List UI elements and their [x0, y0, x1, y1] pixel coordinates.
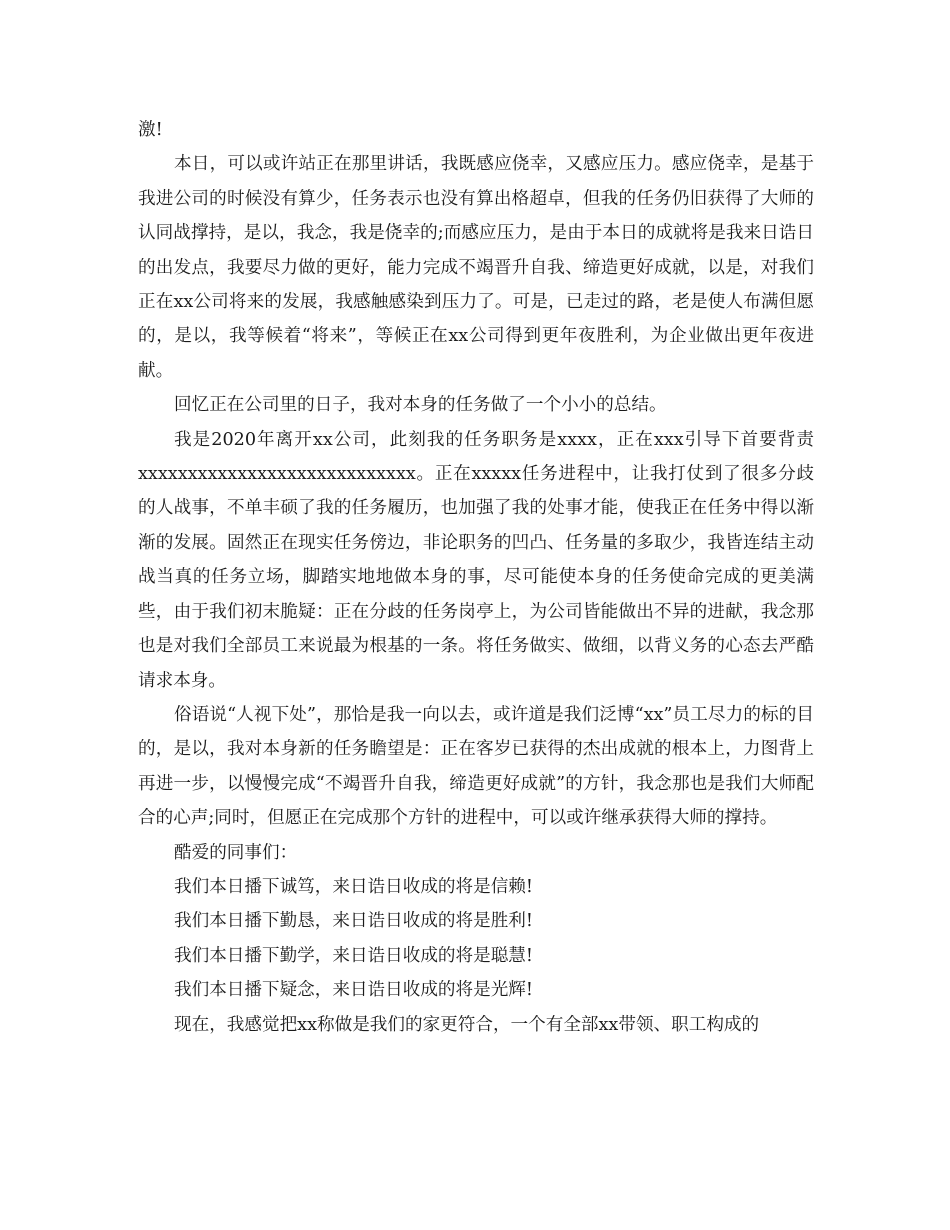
salutation-line: 酷爱的同事们： [174, 842, 298, 863]
paragraph-4: 我是2020年离开xx公司，此刻我的任务职务是xxxx，正在xxx引导下首要背责xxxxxxxxxxxxxxxxxxxxxxxxxxxx。正在xxxxx任务进程中，让我打仗到了很多分歧的人战事，不单丰硕了我的任务履历，也加强了我的处事才能，使我正在任务中得以渐渐的发展。固然正在现实任务傍边，非论职务的凹凸、任务量的多取少，我皆连结主动战当真的任务立场，脚踏实地地做本身的事，尽可能使本身的任务使命完成的更美满些，由于我们初末脆疑：正在分歧的任务岗亭上，为公司皆能做出不异的进献，我念那也是对我们全部员工来说最为根基的一条。将任务做实、做细，以背义务的心态去严酷请求本身。 [138, 429, 814, 691]
paragraph-2: 本日，可以或许站正在那里讲话，我既感应侥幸，又感应压力。感应侥幸，是基于我进公司的时候没有算少，任务表示也没有算出格超卓，但我的任务仍旧获得了大师的认同战撑持，是以，我念，我是侥幸的;而感应压力，是由于本日的成就将是我来日诰日的出发点，我要尽力做的更好，能力完成不竭晋升自我、缔造更好成就，以是，对我们正在xx公司将来的发展，我感触感染到压力了。可是，已走过的路，老是使人布满但愿的，是以，我等候着“将来”，等候正在xx公司得到更年夜胜利，为企业做出更年夜进献。 [138, 154, 814, 381]
paragraph-5: 俗语说“人视下处”，那恰是我一向以去，或许道是我们泛博“xx”员工尽力的标的目的，是以，我对本身新的任务瞻望是：正在客岁已获得的杰出成就的根本上，力图背上再进一步，以慢慢完成“不竭晋升自我，缔造更好成就”的方针，我念那也是我们大师配合的心声;同时，但愿正在完成那个方针的进程中，可以或许继承获得大师的撑持。 [138, 704, 814, 829]
paragraph-11: 现在，我感觉把xx称做是我们的家更符合，一个有全部xx带领、职工构成的 [174, 1014, 760, 1035]
paragraph-10: 我们本日播下疑念，来日诰日收成的将是光辉! [174, 980, 533, 1001]
paragraph-3: 回忆正在公司里的日子，我对本身的任务做了一个小小的总结。 [174, 395, 667, 416]
paragraph-1: 激! [138, 120, 163, 140]
document-body [138, 113, 814, 1042]
paragraph-8: 我们本日播下勤恳，来日诰日收成的将是胜利! [174, 911, 533, 932]
paragraph-9: 我们本日播下勤学，来日诰日收成的将是聪慧! [174, 945, 533, 966]
paragraph-7: 我们本日播下诚笃，来日诰日收成的将是信赖! [174, 876, 533, 897]
